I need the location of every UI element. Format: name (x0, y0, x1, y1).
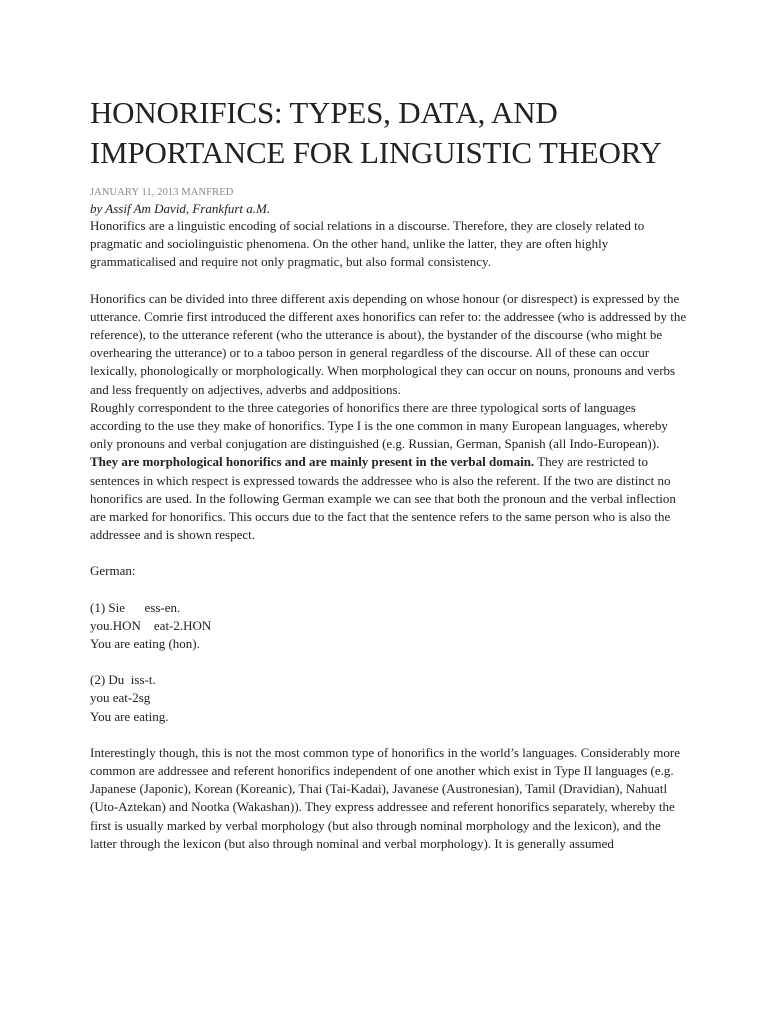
article-title (90, 93, 688, 173)
post-date: JANUARY 11, 2013 (90, 187, 179, 198)
byline: by Assif Am David, Frankfurt a.M. (90, 201, 271, 216)
german-label: German: (90, 563, 136, 579)
article-title-line-2: IMPORTANCE FOR LINGUISTIC THEORY (90, 135, 662, 170)
paragraph-1: Honorifics are a linguistic encoding of social relations in a discourse. Therefore, they are closely related to pragmatic and sociolinguistic phenomena. On the other hand, unlike the latter, they are often highly grammaticalised and require not only pragmatic, but also formal consistency. (90, 218, 645, 270)
paragraph-3-text-b: They are restricted to sentences in which respect is expressed towards the addressee who is also the referent. If the two are distinct no honorifics are used. In the following German example we can see that both the pronoun and the verbal inflection are marked for honorifics. This occurs due to the fact that the sentence refers to the same person who is also the addressee and is shown respect. (90, 454, 676, 543)
post-meta (90, 186, 688, 200)
example-2 (90, 671, 688, 726)
example-2-line-3: You are eating. (90, 708, 169, 724)
example-1-line-3: You are eating (hon). (90, 636, 200, 652)
paragraph-2: Honorifics can be divided into three different axis depending on whose honour (or disrespect) is expressed by the utterance. Comrie first introduced the different axes honorifics can refer to: the addressee (who is addressed by the reference), to the utterance referent (who the utterance is about), the bystander of the discourse (who might be overhearing the utterance) or to a taboo person in general regardless of the discourse. All of these can occur lexically, phonologically or morphologically. When morphological they can occur on nouns, pronouns and verbs and less frequently on adjectives, adverbs and addpositions. (90, 290, 687, 397)
paragraph-3-bold: They are morphological honorifics and are mainly present in the verbal domain. (90, 454, 535, 470)
example-1-line-1: (1) Sie ess-en. (90, 599, 181, 615)
example-1 (90, 599, 688, 654)
paragraph-3 (90, 399, 688, 545)
example-2-line-2: you eat-2sg (90, 690, 151, 706)
example-1-line-2: you.HON eat-2.HON (90, 617, 212, 633)
article-title-line-1: HONORIFICS: TYPES, DATA, AND (90, 95, 558, 130)
paragraph-4: Interestingly though, this is not the most common type of honorifics in the world’s languages. Considerably more common are addressee and referent honorifics independent of one another which exist in Type II languages (e.g. Japanese (Japonic), Korean (Koreanic), Thai (Tai-Kadai), Javanese (Austronesian), Tamil (Dravidian), Nahuatl (Uto-Aztekan) and Nootka (Wakashan)). They express addressee and referent honorifics separately, whereby the first is usually marked by verbal morphology (but also through nominal morphology and the lexicon), and the latter through the lexicon (but also through nominal and verbal morphology). It is generally assumed (90, 744, 680, 851)
example-2-line-1: (2) Du iss-t. (90, 672, 156, 688)
article (90, 93, 688, 853)
paragraph-3-text-a: Roughly correspondent to the three categories of honorifics there are three typological sorts of languages according to the use they make of honorifics. Type I is the one common in many European languages, whereby only pronouns and verbal conjugation are distinguished (e.g. Russian, German, Spanish (all Indo-European)). (90, 399, 668, 452)
post-author-tag: MANFRED (181, 187, 234, 198)
